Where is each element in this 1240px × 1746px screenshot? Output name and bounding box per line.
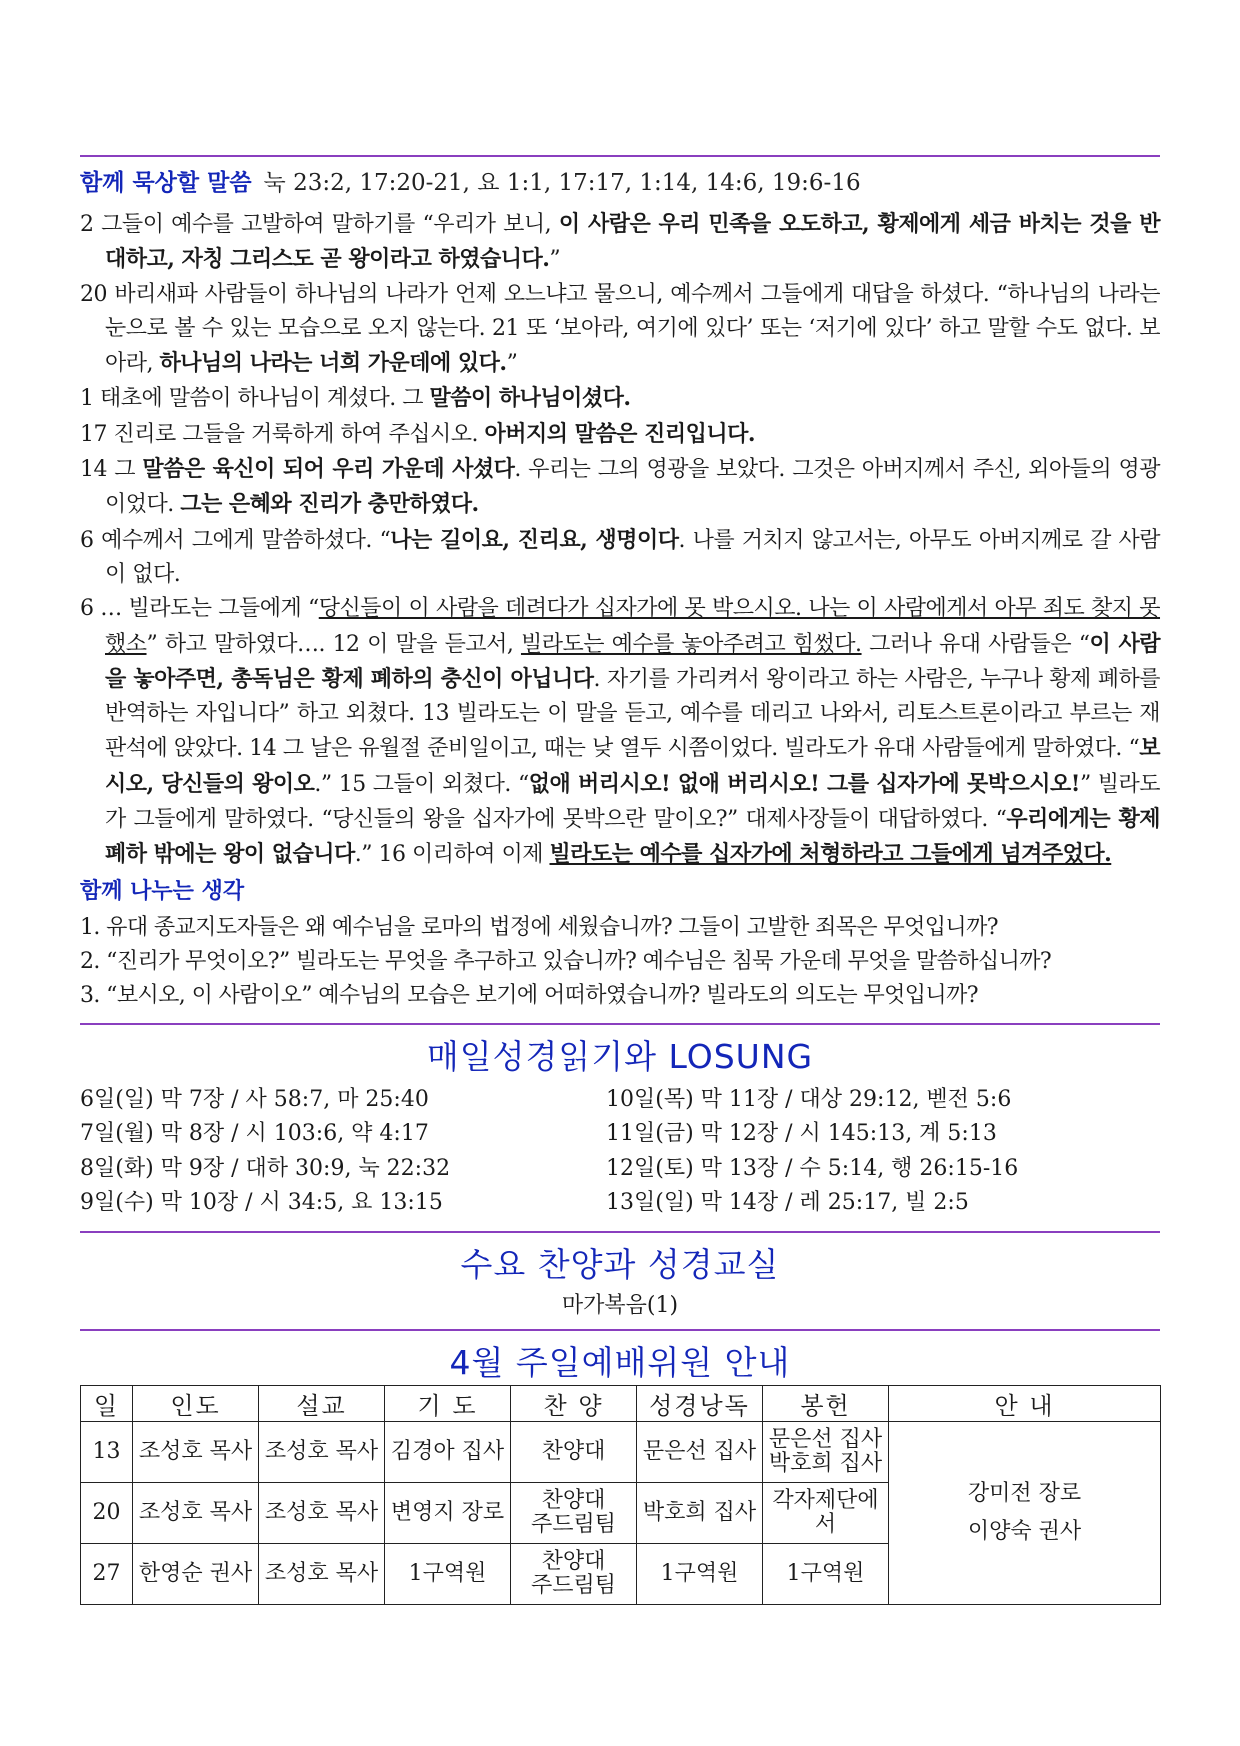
cell-lead: 조성호 목사 <box>133 1421 259 1482</box>
cell-line: 1구역원 <box>786 1560 865 1586</box>
header-offering: 봉헌 <box>763 1385 889 1421</box>
header-reading: 성경낭독 <box>637 1385 763 1421</box>
section-divider <box>80 1231 1160 1233</box>
verse-text: 6 … 빌라도는 그들에게 “ <box>80 596 319 622</box>
verse-luke-17-20 <box>80 278 1160 382</box>
cell-prayer: 김경아 집사 <box>385 1421 511 1482</box>
verse-emphasis: 그는 은혜와 진리가 충만하였다. <box>180 491 479 518</box>
reading-item: 13일(일) 막 14장 / 레 25:17, 빌 2:5 <box>606 1190 969 1216</box>
cell-reading: 1구역원 <box>637 1543 763 1604</box>
verse-text: ” <box>506 351 518 377</box>
cell-reading: 문은선 집사 <box>637 1421 763 1482</box>
verse-john-1-14 <box>80 452 1160 523</box>
cell-praise <box>511 1482 637 1543</box>
verse-text: ” 빌라도가 그들에게 말하였다. “당신들의 왕을 십자가에 못박으란 말이오?” 대제사장들이 대답하였다. “ <box>105 771 1161 833</box>
meditation-heading-row <box>80 167 1160 199</box>
verse-text: . 나를 거치지 않고서는, 아무도 아버지께로 갈 사람이 없다. <box>105 527 1160 587</box>
cell-line: 찬양대 <box>541 1548 606 1574</box>
header-guide: 안 내 <box>889 1385 1161 1421</box>
verse-john-19-6 <box>80 592 1160 872</box>
cell-sermon: 조성호 목사 <box>259 1421 385 1482</box>
reading-item: 9일(수) 막 10장 / 시 34:5, 요 13:15 <box>80 1190 443 1216</box>
question-item: 3. “보시오, 이 사람이오” 예수님의 모습은 보기에 어떠하였습니까? 빌라도의 의도는 무엇입니까? <box>80 982 978 1008</box>
cell-line: 각자제단에서 <box>772 1487 879 1537</box>
cell-guide <box>889 1421 1161 1604</box>
table-row <box>81 1421 1161 1482</box>
roster-table <box>80 1385 1161 1605</box>
verse-luke-23-2 <box>80 207 1160 278</box>
reading-item: 8일(화) 막 9장 / 대하 30:9, 눅 22:32 <box>80 1155 451 1181</box>
wednesday-title: 수요 찬양과 성경교실 <box>460 1244 780 1284</box>
header-day: 일 <box>81 1385 133 1421</box>
cell-offering <box>763 1543 889 1604</box>
verse-text: .” 16 이리하여 이제 <box>354 842 550 868</box>
cell-sermon: 조성호 목사 <box>259 1482 385 1543</box>
verse-emphasis: 하나님의 나라는 너희 가운데에 있다. <box>159 350 507 377</box>
question-item: 1. 유대 종교지도자들은 왜 예수님을 로마의 법정에 세웠습니까? 그들이 고발한 죄목은 무엇입니까? <box>80 914 998 940</box>
sharing-heading-row <box>80 875 1160 909</box>
meditation-references: 눅 23:2, 17:20-21, 요 1:1, 17:17, 1:14, 14:6, 19:6-16 <box>263 170 861 196</box>
verse-text: .” 15 그들이 외쳤다. “ <box>314 771 529 797</box>
verse-text: 1 태초에 말씀이 하나님이 계셨다. 그 <box>80 386 430 412</box>
reading-item: 6일(일) 막 7장 / 사 58:7, 마 25:40 <box>80 1086 429 1112</box>
question-item: 2. “진리가 무엇이오?” 빌라도는 무엇을 추구하고 있습니까? 예수님은 침묵 가운데 무엇을 말씀하십니까? <box>80 948 1052 974</box>
reading-item: 12일(토) 막 13장 / 수 5:14, 행 26:15-16 <box>606 1155 1019 1181</box>
cell-lead: 조성호 목사 <box>133 1482 259 1543</box>
section-divider <box>80 1329 1160 1331</box>
verse-underline: 빌라도는 예수를 놓아주려고 힘썼다. <box>520 631 862 657</box>
cell-line: 찬양대 <box>541 1438 606 1464</box>
verse-text: . 우리는 그의 영광을 보았다. 그것은 아버지께서 주신, 외아들의 영광이었다. <box>105 457 1160 518</box>
verse-emphasis: 우리에게는 황제 폐하 밖에는 왕이 없습니다 <box>105 806 1160 868</box>
cell-line: 박호희 집사 <box>768 1450 883 1476</box>
verse-text: 그러나 유대 사람들은 “ <box>861 631 1090 657</box>
top-divider <box>80 155 1160 157</box>
cell-day: 13 <box>81 1421 133 1482</box>
daily-reading-title: 매일성경읽기와 LOSUNG <box>426 1036 814 1076</box>
verse-text: 14 그 <box>80 457 143 483</box>
cell-offering <box>763 1482 889 1543</box>
verse-john-1-1 <box>80 381 1160 416</box>
verse-text: 6 예수께서 그에게 말씀하셨다. “ <box>80 527 391 553</box>
cell-lead: 한영순 권사 <box>133 1543 259 1604</box>
header-prayer: 기 도 <box>385 1385 511 1421</box>
roster-title: 4월 주일예배위원 안내 <box>449 1342 791 1382</box>
cell-line: 강미전 장로 <box>967 1480 1082 1506</box>
cell-prayer: 변영지 장로 <box>385 1482 511 1543</box>
header-praise: 찬 양 <box>511 1385 637 1421</box>
verse-emphasis: 이 사람은 우리 민족을 오도하고, 황제에게 세금 바치는 것을 반대하고, 자칭 그리스도 곧 왕이라고 하였습니다. <box>105 211 1160 273</box>
verse-emphasis: 아버지의 말씀은 진리입니다. <box>484 420 755 447</box>
daily-reading-list <box>80 1083 1160 1221</box>
reading-item: 11일(금) 막 12장 / 시 145:13, 계 5:13 <box>606 1121 997 1147</box>
reading-item: 10일(목) 막 11장 / 대상 29:12, 벧전 5:6 <box>606 1086 1012 1112</box>
verse-text: ” <box>549 247 561 273</box>
cell-day: 27 <box>81 1543 133 1604</box>
sharing-heading: 함께 나누는 생각 <box>80 878 245 904</box>
cell-praise <box>511 1543 637 1604</box>
cell-line: 주드림팀 <box>530 1511 616 1537</box>
verse-emphasis: 이 사람을 놓아주면, 총독님은 황제 폐하의 충신이 아닙니다 <box>105 630 1160 692</box>
verse-text: 20 바리새파 사람들이 하나님의 나라가 언제 오느냐고 물으니, 예수께서 그들에게 대답을 하셨다. “하나님의 나라는 눈으로 볼 수 있는 모습으로 오지 않는다. 21 또 ‘보아라, 여기에 있다’ 또는 ‘저기에 있다’ 하고 말할 수도 없다. 보아라, <box>80 281 1160 377</box>
verse-text: . 자기를 가리켜서 왕이라고 하는 사람은, 누구나 황제 폐하를 반역하는 자입니다” 하고 외쳤다. 13 빌라도는 이 말을 듣고, 예수를 데리고 나와서, 리토스트론이라고 부르는 재판석에 앉았다. 14 그 날은 유월절 준비일이고, 때는 낮 열두 시쯤이었다. 빌라도가 유대 사람들에게 말하였다. “ <box>105 666 1160 762</box>
cell-line: 찬양대 <box>541 1487 606 1513</box>
header-lead: 인도 <box>133 1385 259 1421</box>
cell-reading: 박호희 집사 <box>637 1482 763 1543</box>
verse-john-14-6 <box>80 523 1160 593</box>
bulletin-page <box>80 155 1160 1605</box>
verse-text: ” 하고 말하였다…. 12 이 말을 듣고서, <box>146 631 521 657</box>
verse-emphasis: 말씀이 하나님이셨다. <box>429 385 631 412</box>
cell-offering <box>763 1421 889 1482</box>
section-divider <box>80 1023 1160 1025</box>
cell-prayer: 1구역원 <box>385 1543 511 1604</box>
meditation-heading: 함께 묵상할 말씀 <box>80 170 252 196</box>
reading-item: 7일(월) 막 8장 / 시 103:6, 약 4:17 <box>80 1121 429 1147</box>
verse-text: 17 진리로 그들을 거룩하게 하여 주십시오. <box>80 421 485 447</box>
cell-sermon: 조성호 목사 <box>259 1543 385 1604</box>
scripture-passages <box>80 207 1160 873</box>
verse-emphasis: 말씀은 육신이 되어 우리 가운데 사셨다 <box>142 456 515 483</box>
verse-john-17-17 <box>80 417 1160 452</box>
wednesday-subtitle: 마가복음(1) <box>561 1292 679 1318</box>
discussion-questions <box>80 911 1160 1013</box>
verse-underline: 당신들이 이 사람을 데려다가 십자가에 못 박으시오. 나는 이 사람에게서 아무 죄도 찾지 못했소 <box>105 596 1161 657</box>
verse-emphasis: 없애 버리시오! 없애 버리시오! 그를 십자가에 못박으시오! <box>528 770 1080 797</box>
verse-emphasis: 나는 길이요, 진리요, 생명이다 <box>390 526 679 553</box>
cell-line: 주드림팀 <box>530 1572 616 1598</box>
verse-emphasis-underline: 빌라도는 예수를 십자가에 처형하라고 그들에게 넘겨주었다. <box>549 841 1112 868</box>
header-sermon: 설교 <box>259 1385 385 1421</box>
cell-praise <box>511 1421 637 1482</box>
roster-header-row <box>81 1385 1161 1421</box>
cell-line: 문은선 집사 <box>768 1426 883 1452</box>
cell-line: 이양숙 권사 <box>967 1518 1082 1544</box>
cell-day: 20 <box>81 1482 133 1543</box>
verse-emphasis: 보시오, 당신들의 왕이오 <box>105 735 1160 797</box>
verse-text: 2 그들이 예수를 고발하여 말하기를 “우리가 보니, <box>80 212 559 237</box>
